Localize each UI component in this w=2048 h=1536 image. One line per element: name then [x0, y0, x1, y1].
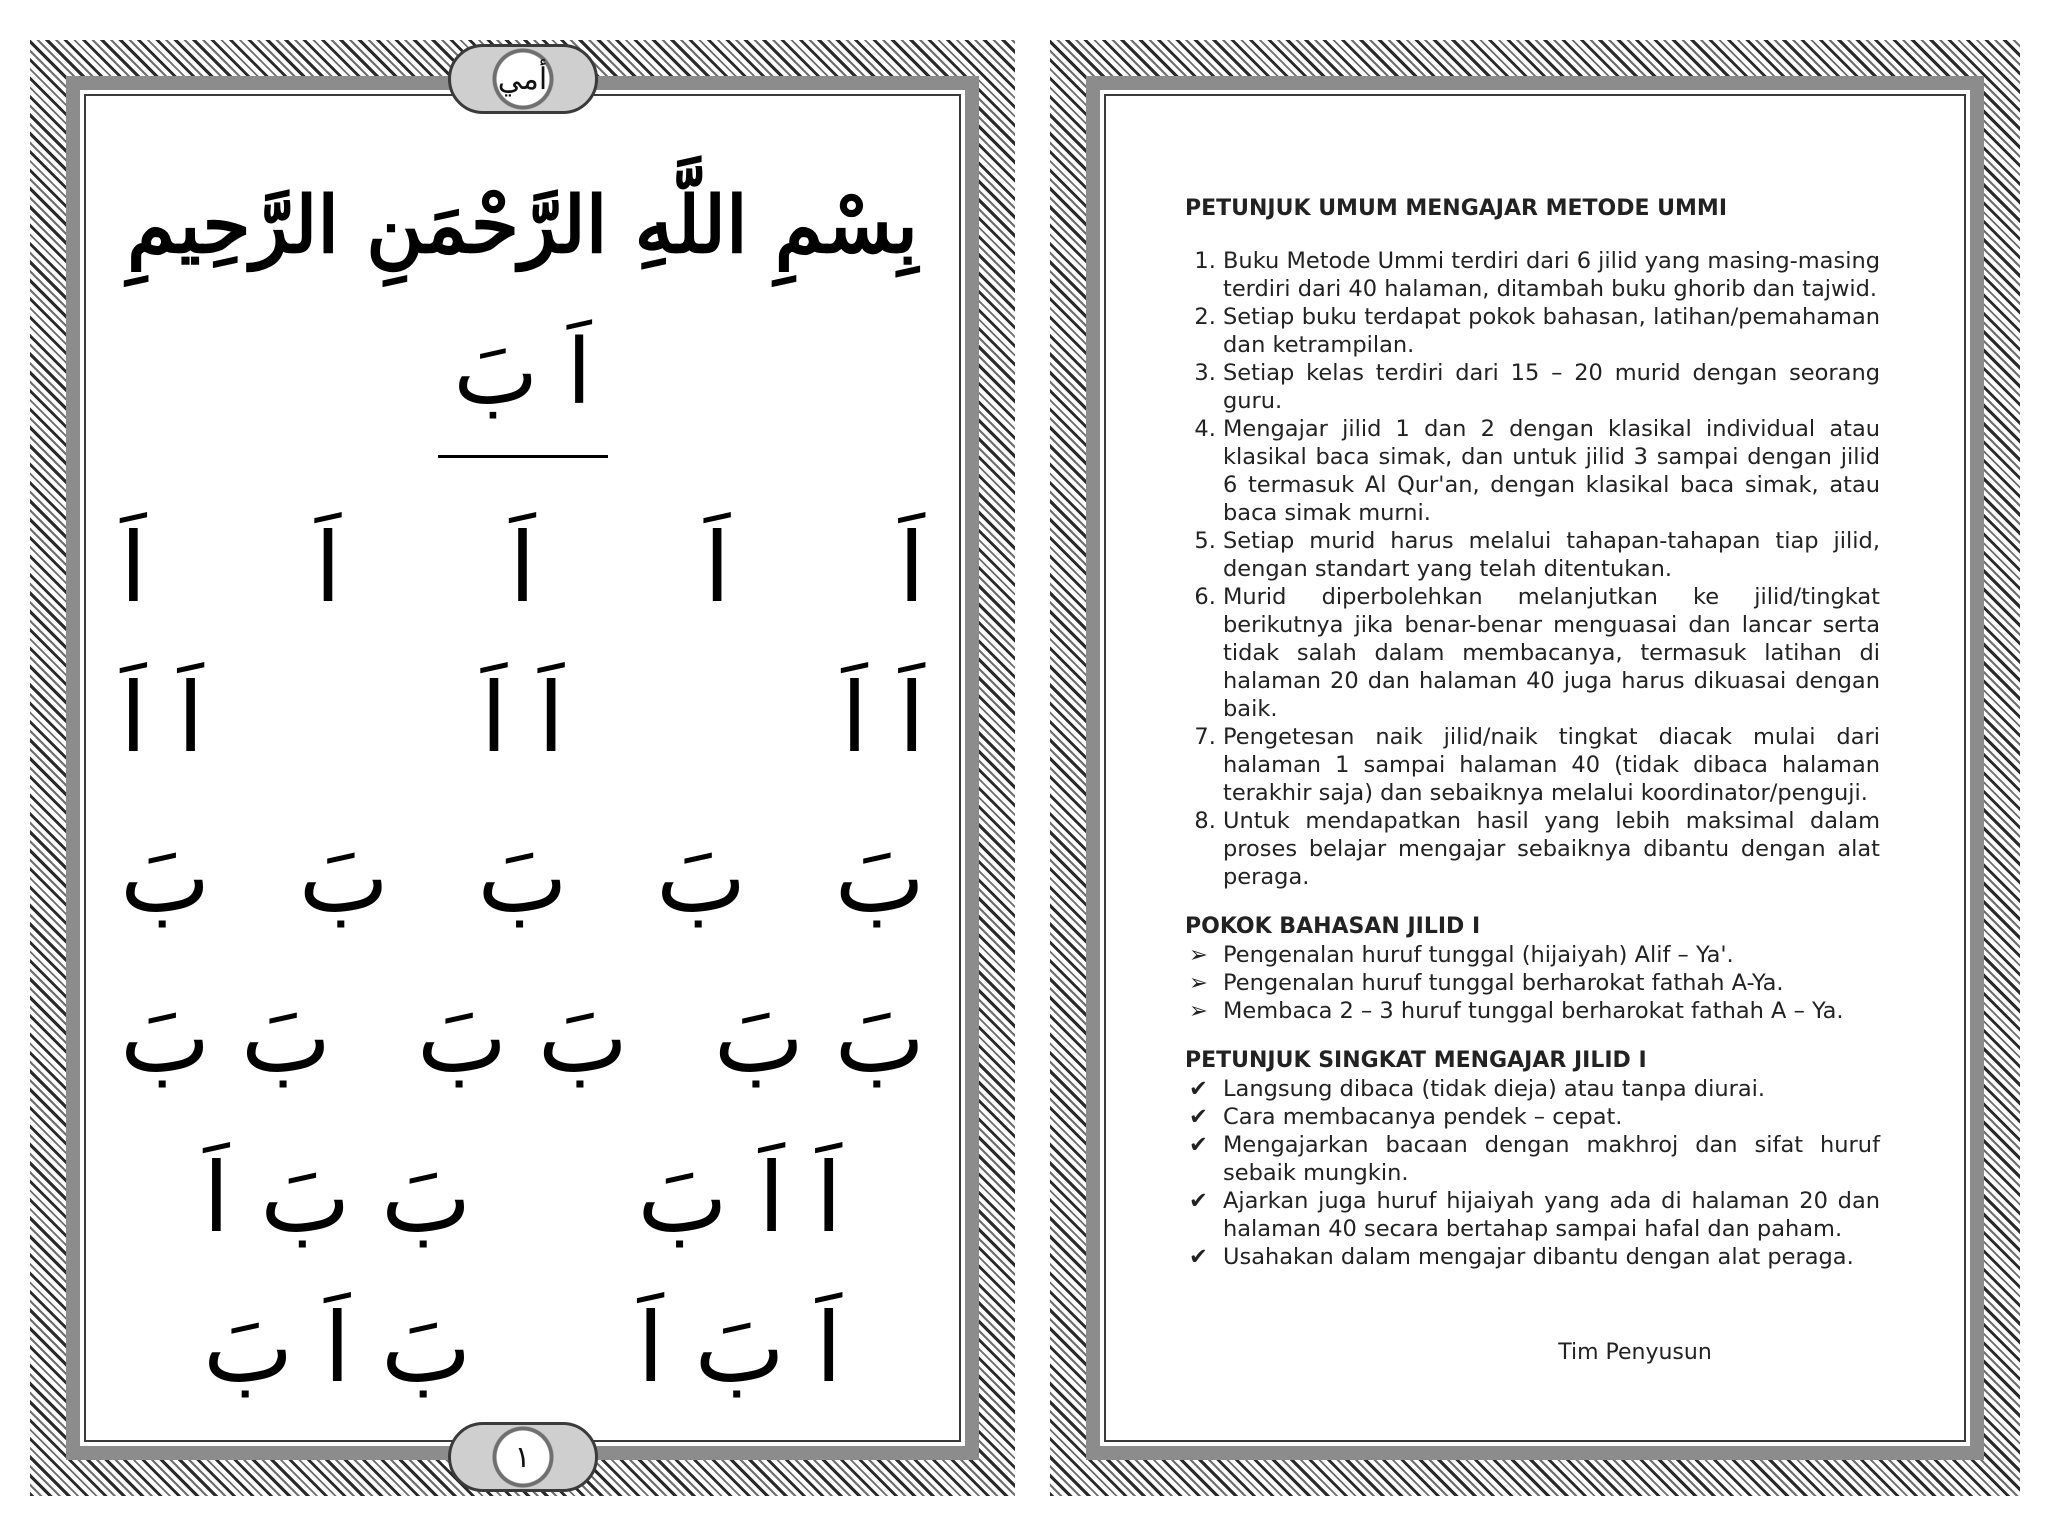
- letter-item: بَ اَ بَ: [202, 1292, 472, 1404]
- letter-row-4: [120, 982, 925, 1094]
- arrow-bullet-icon: ➢: [1189, 998, 1208, 1024]
- list-item: ➢ Pengenalan huruf tunggal (hijaiyah) Alif – Ya'.: [1189, 942, 1734, 968]
- letter-item: اَ اَ: [120, 662, 204, 774]
- letter-item: اَ: [120, 512, 147, 624]
- tips-title: PETUNJUK SINGKAT MENGAJAR JILID I: [1185, 1048, 1647, 1073]
- letter-row-6: [120, 1292, 925, 1404]
- list-item: 4. Mengajar jilid 1 dan 2 dengan klasikal individual atau klasikal baca simak, dan untuk jilid 3 sampai dengan jilid 6 termasuk Al Qur'an, dengan klasikal baca simak, atau baca simak murni.: [1223, 415, 1880, 527]
- check-bullet-icon: ✔: [1189, 1244, 1208, 1270]
- check-bullet-icon: ✔: [1189, 1188, 1208, 1214]
- list-item: ✔ Ajarkan juga huruf hijaiyah yang ada di halaman 20 dan halaman 40 secara bertahap sampai hafal dan paham.: [1189, 1188, 1880, 1242]
- letter-item: بَ: [834, 822, 925, 934]
- letter-item: اَ بَ اَ: [637, 1292, 843, 1404]
- check-bullet-icon: ✔: [1189, 1104, 1208, 1130]
- signature: Tim Penyusun: [1558, 1340, 1712, 1365]
- letter-item: اَ اَ: [480, 662, 565, 774]
- arrow-bullet-icon: ➢: [1189, 942, 1208, 968]
- basmala: بِسْمِ اللَّهِ الرَّحْمَنِ الرَّحِيمِ: [126, 180, 919, 271]
- letter-item: بَ: [298, 822, 390, 934]
- list-item: ✔ Usahakan dalam mengajar dibantu dengan alat peraga.: [1189, 1244, 1854, 1270]
- letter-item: بَ بَ: [416, 982, 629, 1094]
- letter-item: اَ: [898, 512, 925, 624]
- page-number-medallion: [448, 1422, 598, 1492]
- letter-item: بَ: [477, 822, 568, 934]
- list-item: 1. Buku Metode Ummi terdiri dari 6 jilid yang masing-masing terdiri dari 40 halaman, ditambah buku ghorib dan tajwid.: [1223, 247, 1880, 303]
- list-item: 2. Setiap buku terdapat pokok bahasan, latihan/pemahaman dan ketrampilan.: [1223, 303, 1880, 359]
- list-item: 5. Setiap murid harus melalui tahapan-tahapan tiap jilid, dengan standart yang telah ditentukan.: [1223, 527, 1880, 583]
- heading-underline: [438, 455, 608, 458]
- general-instructions-title: PETUNJUK UMUM MENGAJAR METODE UMMI: [1185, 196, 1728, 221]
- general-instructions-list: [1185, 247, 1880, 891]
- list-item: 3. Setiap kelas terdiri dari 15 – 20 murid dengan seorang guru.: [1223, 359, 1880, 415]
- lesson-heading: اَ بَ: [453, 320, 592, 425]
- list-item: 8. Untuk mendapatkan hasil yang lebih maksimal dalam proses belajar mengajar sebaiknya dibantu dengan alat peraga.: [1223, 807, 1880, 891]
- top-medallion-logo: [448, 44, 598, 114]
- letter-item: اَ: [703, 512, 731, 624]
- list-item: 7. Pengetesan naik jilid/naik tingkat diacak mulai dari halaman 1 sampai halaman 40 (tidak dibaca halaman terakhir saja) dan sebaiknya melalui koordinator/penguji.: [1223, 723, 1880, 807]
- list-item: ➢ Pengenalan huruf tunggal berharokat fathah A-Ya.: [1189, 970, 1784, 996]
- topics-list: [1185, 941, 1880, 1025]
- letter-item: بَ: [120, 822, 211, 934]
- letter-item: بَ بَ اَ: [202, 1142, 472, 1254]
- page-number: ١: [497, 1431, 549, 1483]
- instructions-block: [1185, 195, 1880, 1271]
- left-page: [30, 40, 1015, 1496]
- letter-item: اَ: [314, 512, 342, 624]
- topics-title: POKOK BAHASAN JILID I: [1185, 914, 1481, 939]
- letter-row-3: [120, 822, 925, 934]
- list-item: ➢ Membaca 2 – 3 huruf tunggal berharokat fathah A – Ya.: [1189, 998, 1844, 1024]
- medallion-logo-text: أمي: [497, 53, 549, 105]
- letter-item: اَ: [509, 512, 536, 624]
- letter-row-5: [120, 1142, 925, 1254]
- right-page-content: [1120, 110, 1950, 1426]
- check-bullet-icon: ✔: [1189, 1076, 1208, 1102]
- letter-item: اَ اَ: [841, 662, 925, 774]
- right-page: [1050, 40, 2020, 1496]
- list-item: ✔ Cara membacanya pendek – cepat.: [1189, 1104, 1623, 1130]
- list-item: 6. Murid diperbolehkan melanjutkan ke jilid/tingkat berikutnya jika benar-benar menguasai dan lancar serta tidak salah dalam membacanya, termasuk latihan di halaman 20 dan halaman 40 juga harus dikuasai dengan baik.: [1223, 583, 1880, 723]
- letter-row-1: [120, 512, 925, 624]
- list-item: ✔ Mengajarkan bacaan dengan makhroj dan sifat huruf sebaik mungkin.: [1189, 1132, 1880, 1186]
- check-bullet-icon: ✔: [1189, 1132, 1208, 1158]
- letter-item: بَ بَ: [713, 982, 925, 1094]
- arrow-bullet-icon: ➢: [1189, 970, 1208, 996]
- letter-row-2: [120, 662, 925, 774]
- list-item: ✔ Langsung dibaca (tidak dieja) atau tanpa diurai.: [1189, 1076, 1766, 1102]
- letter-item: بَ بَ: [120, 982, 332, 1094]
- tips-list: [1185, 1075, 1880, 1271]
- letter-item: اَ اَ بَ: [637, 1142, 843, 1254]
- letter-item: بَ: [655, 822, 747, 934]
- left-page-content: [100, 110, 945, 1426]
